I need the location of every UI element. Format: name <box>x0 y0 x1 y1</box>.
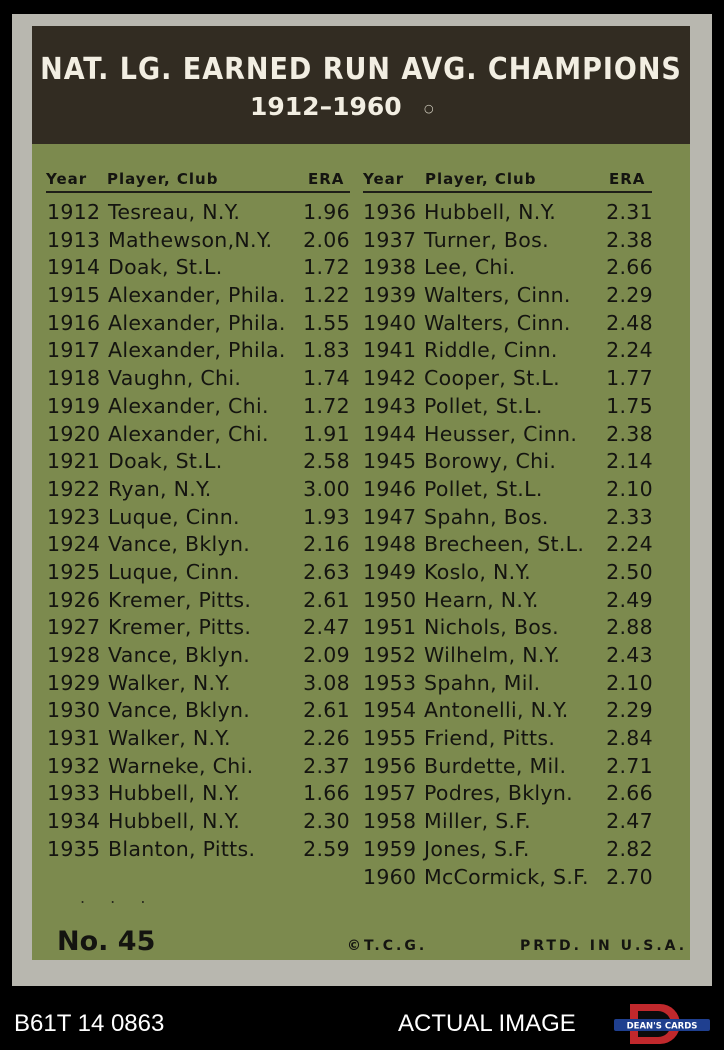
era-cell: 2.38 <box>606 421 653 446</box>
player-cell: Brecheen, St.L. <box>424 532 585 557</box>
year-cell: 1927 <box>47 615 101 640</box>
year-cell: 1940 <box>363 310 417 335</box>
printed-dots: . . . <box>80 888 156 907</box>
table-row <box>47 807 350 835</box>
player-cell: Podres, Bklyn. <box>424 781 573 806</box>
year-cell: 1912 <box>47 200 101 224</box>
deans-cards-logo <box>612 1002 712 1046</box>
baseball-card-back <box>12 14 712 986</box>
actual-image-label: ACTUAL IMAGE <box>398 1010 576 1037</box>
printed-in: PRTD. IN U.S.A. <box>520 938 688 954</box>
era-cell: 1.74 <box>303 366 350 391</box>
player-cell: Alexander, Phila. <box>108 338 286 363</box>
card-number: No. 45 <box>57 926 156 957</box>
year-cell: 1959 <box>363 836 417 861</box>
right-header-year: Year <box>363 170 405 188</box>
left-header-player: Player, Club <box>107 170 219 188</box>
logo-text: DEAN'S CARDS <box>626 1021 698 1032</box>
table-row <box>47 281 350 309</box>
year-cell: 1931 <box>47 726 101 751</box>
year-cell: 1954 <box>363 698 417 723</box>
year-cell: 1916 <box>47 310 101 335</box>
year-cell: 1913 <box>47 227 101 252</box>
table-row <box>47 779 350 807</box>
table-row <box>47 613 350 641</box>
era-cell: 1.91 <box>303 421 350 446</box>
left-header-year: Year <box>46 170 88 188</box>
table-row <box>363 198 653 226</box>
year-cell: 1933 <box>47 781 101 806</box>
table-row <box>47 530 350 558</box>
year-cell: 1958 <box>363 809 417 834</box>
table-row <box>363 641 653 669</box>
year-cell: 1948 <box>363 532 417 557</box>
year-cell: 1944 <box>363 421 417 446</box>
era-cell: 2.47 <box>303 615 350 640</box>
player-cell: Vance, Bklyn. <box>108 532 251 557</box>
era-cell: 1.66 <box>303 781 350 806</box>
table-row <box>47 447 350 475</box>
year-cell: 1922 <box>47 476 101 501</box>
player-cell: Hearn, N.Y. <box>424 587 539 612</box>
era-cell: 2.33 <box>606 504 653 529</box>
table-row <box>47 586 350 614</box>
era-cell: 2.31 <box>606 200 653 224</box>
player-cell: Jones, S.F. <box>424 836 530 861</box>
table-row <box>363 696 653 724</box>
era-cell: 2.49 <box>606 587 653 612</box>
player-cell: Pollet, St.L. <box>424 393 543 418</box>
year-cell: 1957 <box>363 781 417 806</box>
table-row <box>363 420 653 448</box>
year-cell: 1947 <box>363 504 417 529</box>
year-cell: 1949 <box>363 559 417 584</box>
era-cell: 2.30 <box>303 809 350 834</box>
era-cell: 2.48 <box>606 310 653 335</box>
card-subtitle: 1912–1960 <box>250 92 402 121</box>
left-header-rule <box>46 191 350 193</box>
table-row <box>47 420 350 448</box>
era-cell: 2.61 <box>303 698 350 723</box>
player-cell: Spahn, Mil. <box>424 670 541 695</box>
player-cell: Heusser, Cinn. <box>424 421 578 446</box>
player-cell: Hubbell, N.Y. <box>424 200 557 224</box>
year-cell: 1923 <box>47 504 101 529</box>
era-cell: 2.66 <box>606 255 653 280</box>
era-cell: 1.75 <box>606 393 653 418</box>
card-panel <box>32 26 690 960</box>
year-cell: 1938 <box>363 255 417 280</box>
right-header-rule <box>363 191 652 193</box>
player-cell: Kremer, Pitts. <box>108 587 252 612</box>
era-cell: 2.26 <box>303 726 350 751</box>
year-cell: 1955 <box>363 726 417 751</box>
left-header-era: ERA <box>308 170 345 188</box>
era-cell: 2.71 <box>606 753 653 778</box>
era-cell: 2.84 <box>606 726 653 751</box>
table-row <box>363 503 653 531</box>
right-era-table <box>363 198 653 890</box>
table-row <box>47 669 350 697</box>
table-row <box>47 724 350 752</box>
player-cell: Blanton, Pitts. <box>108 836 256 861</box>
player-cell: Alexander, Phila. <box>108 283 286 308</box>
era-cell: 2.29 <box>606 698 653 723</box>
table-row <box>363 613 653 641</box>
year-cell: 1921 <box>47 449 101 474</box>
table-row <box>47 198 350 226</box>
player-cell: Nichols, Bos. <box>424 615 559 640</box>
era-cell: 2.43 <box>606 643 653 667</box>
table-row <box>47 558 350 586</box>
player-cell: Tesreau, N.Y. <box>108 200 241 224</box>
table-row <box>363 807 653 835</box>
era-cell: 2.38 <box>606 227 653 252</box>
player-cell: Spahn, Bos. <box>424 504 549 529</box>
player-cell: Turner, Bos. <box>424 227 549 252</box>
table-row <box>363 558 653 586</box>
year-cell: 1929 <box>47 670 101 695</box>
table-row <box>363 530 653 558</box>
year-cell: 1930 <box>47 698 101 723</box>
year-cell: 1925 <box>47 559 101 584</box>
era-cell: 1.72 <box>303 255 350 280</box>
copyright: ©T.C.G. <box>347 938 428 954</box>
table-row <box>363 724 653 752</box>
era-cell: 2.29 <box>606 283 653 308</box>
era-cell: 2.24 <box>606 532 653 557</box>
player-cell: Vance, Bklyn. <box>108 643 251 667</box>
era-cell: 2.24 <box>606 338 653 363</box>
player-cell: Lee, Chi. <box>424 255 516 280</box>
player-cell: Hubbell, N.Y. <box>108 781 241 806</box>
table-row <box>363 863 653 891</box>
right-header-player: Player, Club <box>425 170 537 188</box>
player-cell: Luque, Cinn. <box>108 559 240 584</box>
table-row <box>363 779 653 807</box>
player-cell: Walters, Cinn. <box>424 283 571 308</box>
era-cell: 2.66 <box>606 781 653 806</box>
table-row <box>47 752 350 780</box>
year-cell: 1950 <box>363 587 417 612</box>
era-cell: 2.70 <box>606 864 653 889</box>
card-header <box>32 26 690 144</box>
player-cell: Alexander, Chi. <box>108 393 269 418</box>
card-title: NAT. LG. EARNED RUN AVG. CHAMPIONS <box>40 52 682 87</box>
year-cell: 1941 <box>363 338 417 363</box>
table-row <box>47 226 350 254</box>
era-cell: 2.50 <box>606 559 653 584</box>
player-cell: Walker, N.Y. <box>108 670 231 695</box>
player-cell: Doak, St.L. <box>108 255 223 280</box>
era-cell: 2.47 <box>606 809 653 834</box>
table-row <box>363 336 653 364</box>
era-cell: 2.10 <box>606 476 653 501</box>
player-cell: Doak, St.L. <box>108 449 223 474</box>
era-cell: 2.63 <box>303 559 350 584</box>
era-cell: 1.55 <box>303 310 350 335</box>
player-cell: Miller, S.F. <box>424 809 531 834</box>
era-cell: 2.61 <box>303 587 350 612</box>
era-cell: 1.77 <box>606 366 653 391</box>
era-cell: 2.82 <box>606 836 653 861</box>
year-cell: 1943 <box>363 393 417 418</box>
year-cell: 1960 <box>363 864 417 889</box>
year-cell: 1914 <box>47 255 101 280</box>
player-cell: Mathewson,N.Y. <box>108 227 273 252</box>
table-row <box>47 641 350 669</box>
left-era-table <box>47 198 350 863</box>
year-cell: 1956 <box>363 753 417 778</box>
era-cell: 1.96 <box>303 200 350 224</box>
player-cell: Alexander, Phila. <box>108 310 286 335</box>
player-cell: Alexander, Chi. <box>108 421 269 446</box>
year-cell: 1937 <box>363 227 417 252</box>
era-cell: 2.59 <box>303 836 350 861</box>
table-row <box>363 281 653 309</box>
player-cell: Friend, Pitts. <box>424 726 556 751</box>
year-cell: 1920 <box>47 421 101 446</box>
table-row <box>363 392 653 420</box>
player-cell: Walters, Cinn. <box>424 310 571 335</box>
table-row <box>363 447 653 475</box>
table-row <box>47 503 350 531</box>
table-row <box>47 336 350 364</box>
era-cell: 2.06 <box>303 227 350 252</box>
era-cell: 1.22 <box>303 283 350 308</box>
year-cell: 1953 <box>363 670 417 695</box>
player-cell: Antonelli, N.Y. <box>424 698 569 723</box>
era-cell: 2.37 <box>303 753 350 778</box>
sku-label: B61T 14 0863 <box>14 1010 165 1037</box>
year-cell: 1915 <box>47 283 101 308</box>
era-cell: 1.83 <box>303 338 350 363</box>
year-cell: 1935 <box>47 836 101 861</box>
table-row <box>47 392 350 420</box>
table-row <box>47 309 350 337</box>
player-cell: Borowy, Chi. <box>424 449 557 474</box>
degree-mark: ○ <box>424 102 434 115</box>
year-cell: 1926 <box>47 587 101 612</box>
table-row <box>363 752 653 780</box>
year-cell: 1942 <box>363 366 417 391</box>
year-cell: 1936 <box>363 200 417 224</box>
player-cell: Vance, Bklyn. <box>108 698 251 723</box>
player-cell: Warneke, Chi. <box>108 753 254 778</box>
player-cell: Luque, Cinn. <box>108 504 240 529</box>
right-header-era: ERA <box>609 170 646 188</box>
era-cell: 3.00 <box>303 476 350 501</box>
era-cell: 2.10 <box>606 670 653 695</box>
year-cell: 1918 <box>47 366 101 391</box>
era-cell: 2.14 <box>606 449 653 474</box>
year-cell: 1924 <box>47 532 101 557</box>
player-cell: Ryan, N.Y. <box>108 476 212 501</box>
player-cell: Pollet, St.L. <box>424 476 543 501</box>
table-row <box>363 835 653 863</box>
player-cell: Walker, N.Y. <box>108 726 231 751</box>
player-cell: Riddle, Cinn. <box>424 338 558 363</box>
table-row <box>47 364 350 392</box>
year-cell: 1939 <box>363 283 417 308</box>
player-cell: Koslo, N.Y. <box>424 559 531 584</box>
year-cell: 1917 <box>47 338 101 363</box>
era-cell: 1.93 <box>303 504 350 529</box>
era-cell: 2.88 <box>606 615 653 640</box>
era-cell: 3.08 <box>303 670 350 695</box>
era-cell: 2.58 <box>303 449 350 474</box>
player-cell: Kremer, Pitts. <box>108 615 252 640</box>
year-cell: 1919 <box>47 393 101 418</box>
year-cell: 1928 <box>47 643 101 667</box>
year-cell: 1952 <box>363 643 417 667</box>
year-cell: 1934 <box>47 809 101 834</box>
table-row <box>363 586 653 614</box>
year-cell: 1932 <box>47 753 101 778</box>
player-cell: Vaughn, Chi. <box>108 366 242 391</box>
table-row <box>363 226 653 254</box>
era-cell: 1.72 <box>303 393 350 418</box>
player-cell: Wilhelm, N.Y. <box>424 643 561 667</box>
player-cell: Burdette, Mil. <box>424 753 567 778</box>
table-row <box>47 835 350 863</box>
year-cell: 1951 <box>363 615 417 640</box>
table-row <box>363 309 653 337</box>
year-cell: 1946 <box>363 476 417 501</box>
player-cell: Hubbell, N.Y. <box>108 809 241 834</box>
era-cell: 2.16 <box>303 532 350 557</box>
table-row <box>363 253 653 281</box>
year-cell: 1945 <box>363 449 417 474</box>
table-row <box>363 669 653 697</box>
player-cell: McCormick, S.F. <box>424 864 589 889</box>
table-row <box>47 475 350 503</box>
table-row <box>47 696 350 724</box>
table-row <box>363 364 653 392</box>
table-row <box>363 475 653 503</box>
player-cell: Cooper, St.L. <box>424 366 560 391</box>
table-row <box>47 253 350 281</box>
era-cell: 2.09 <box>303 643 350 667</box>
